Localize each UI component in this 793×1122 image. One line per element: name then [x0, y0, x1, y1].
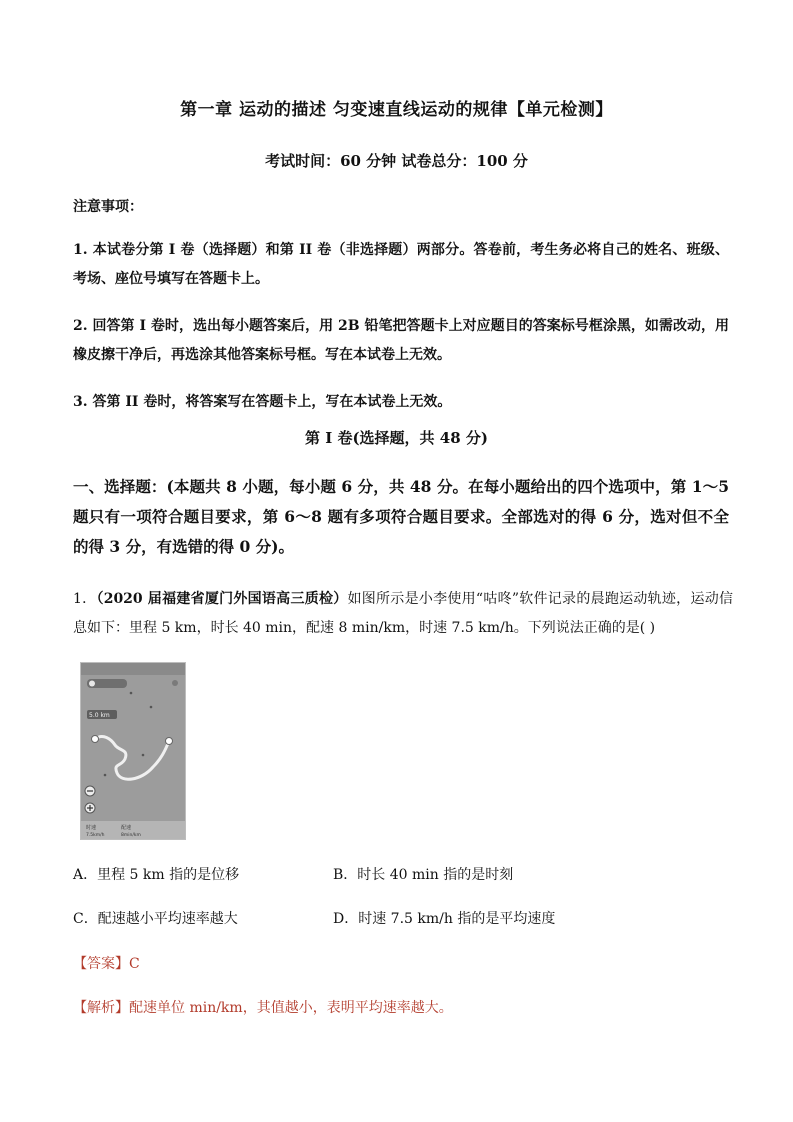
note-item-1: 1. 本试卷分第 I 卷（选择题）和第 II 卷（非选择题）两部分。答卷前，考生务必将自己的姓名、班级、考场、座位号填写在答题卡上。 — [73, 242, 729, 287]
section-heading: 一、选择题：(本题共 8 小题，每小题 6 分，共 48 分。在每小题给出的四个选项中，第 1～5 题只有一项符合题目要求，第 6～8 题有多项符合题目要求。全部选对的得 6 分，选对但不全的得 3 分，有选错的得 0 分)。 — [73, 477, 729, 556]
option-a: A．里程 5 km 指的是位移 — [73, 867, 240, 883]
distance-label: 5.0 km — [89, 712, 110, 719]
track-start-marker — [92, 736, 99, 743]
map-poi — [150, 706, 153, 709]
question-source: （2020 届福建省厦门外国语高三质检） — [96, 591, 348, 607]
avatar — [89, 681, 95, 687]
map-poi — [142, 754, 145, 757]
footer-speed-label: 时速 — [86, 825, 97, 831]
option-d: D．时速 7.5 km/h 指的是平均速度 — [333, 911, 556, 927]
question-number: 1． — [73, 591, 97, 607]
note-item-2: 2. 回答第 I 卷时，选出每小题答案后，用 2B 铅笔把答题卡上对应题目的答案标号框涂黑，如需改动，用橡皮擦干净后，再选涂其他答案标号框。写在本试卷上无效。 — [73, 318, 729, 363]
footer-pace-value: 8min/km — [121, 833, 141, 838]
footer-speed-value: 7.5km/h — [86, 833, 105, 838]
share-icon — [172, 680, 178, 686]
section-title: 第 I 卷(选择题，共 48 分) — [305, 429, 488, 447]
map-svg — [81, 663, 185, 839]
question-stem: 如图所示是小李使用“咕咚”软件记录的晨跑运动轨迹，运动信息如下：里程 5 km，时长 40 min，配速 8 min/km，时速 7.5 km/h。下列说法正确的是( ) — [73, 591, 733, 636]
map-poi — [104, 774, 107, 777]
exam-info: 考试时间：60 分钟 试卷总分：100 分 — [265, 152, 528, 170]
notes-heading: 注意事项： — [73, 199, 143, 215]
question-1 — [73, 585, 733, 643]
track-end-marker — [166, 738, 173, 745]
running-track-screenshot — [80, 662, 186, 840]
app-top-bar — [81, 663, 185, 675]
page-title: 第一章 运动的描述 匀变速直线运动的规律【单元检测】 — [180, 100, 613, 120]
answer: 【答案】C — [73, 956, 140, 972]
option-b: B．时长 40 min 指的是时刻 — [333, 867, 514, 883]
footer-pace-label: 配速 — [121, 825, 132, 831]
map-background — [81, 663, 185, 839]
note-item-3: 3. 答第 II 卷时，将答案写在答题卡上，写在本试卷上无效。 — [73, 394, 452, 410]
map-poi — [130, 692, 133, 695]
analysis: 【解析】配速单位 min/km，其值越小，表明平均速率越大。 — [73, 1000, 453, 1016]
option-c: C．配速越小平均速率越大 — [73, 911, 238, 927]
